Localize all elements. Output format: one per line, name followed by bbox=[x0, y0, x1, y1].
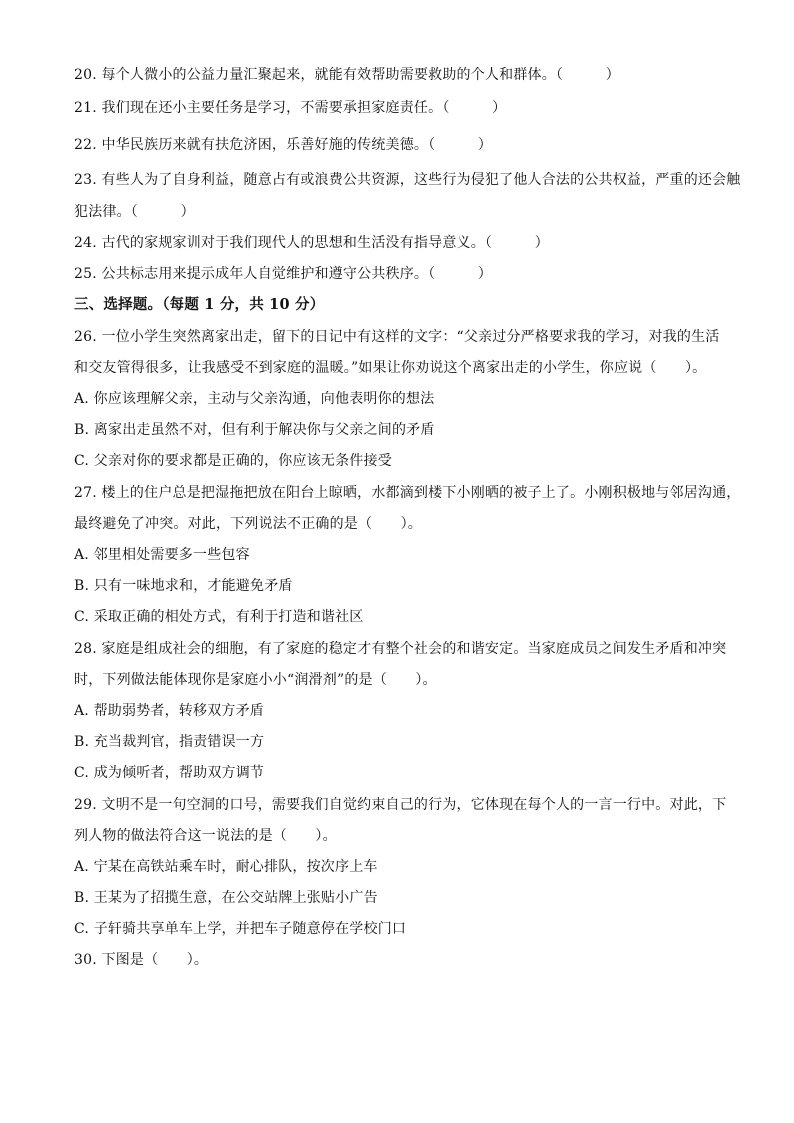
question-23-line-1: 23. 有些人为了自身利益，随意占有或浪费公共资源，这些行为侵犯了他人合法的公共权益，严重的还会触 bbox=[74, 172, 741, 188]
question-27-option-b: B. 只有一味地求和，才能避免矛盾 bbox=[74, 578, 293, 594]
question-26-option-a: A. 你应该理解父亲，主动与父亲沟通，向他表明你的想法 bbox=[74, 391, 435, 407]
question-26-option-b: B. 离家出走虽然不对，但有利于解决你与父亲之间的矛盾 bbox=[74, 422, 435, 438]
question-28-option-a: A. 帮助弱势者，转移双方矛盾 bbox=[74, 703, 265, 719]
section-heading: 三、选择题。（每题 1 分，共 10 分） bbox=[74, 296, 325, 313]
question-28-line-2: 时，下列做法能体现你是家庭小小“润滑剂”的是（ ）。 bbox=[74, 672, 437, 688]
question-26-option-c: C. 父亲对你的要求都是正确的，你应该无条件接受 bbox=[74, 453, 392, 469]
question-28-option-c: C. 成为倾听者，帮助双方调节 bbox=[74, 765, 265, 781]
question-30: 30. 下图是（ ）。 bbox=[74, 952, 209, 968]
question-28-line-1: 28. 家庭是组成社会的细胞，有了家庭的稳定才有整个社会的和谐安定。当家庭成员之间发生矛盾和冲突 bbox=[74, 641, 727, 657]
question-22: 22. 中华民族历来就有扶危济困，乐善好施的传统美德。（ ） bbox=[74, 137, 493, 153]
question-26-line-2: 和交友管得很多，让我感受不到家庭的温暖。”如果让你劝说这个离家出走的小学生，你应说（ ）。 bbox=[74, 360, 707, 376]
question-27-line-1: 27. 楼上的住户总是把湿拖把放在阳台上晾晒，水都滴到楼下小刚晒的被子上了。小刚积极地与邻居沟通， bbox=[74, 485, 741, 501]
question-25: 25. 公共标志用来提示成年人自觉维护和遵守公共秩序。（ ） bbox=[74, 266, 493, 282]
question-23-line-2: 犯法律。（ ） bbox=[74, 204, 195, 220]
question-21: 21. 我们现在还小主要任务是学习，不需要承担家庭责任。（ ） bbox=[74, 100, 507, 116]
question-29-option-c: C. 子轩骑共享单车上学，并把车子随意停在学校门口 bbox=[74, 921, 407, 937]
question-29-option-a: A. 宁某在高铁站乘车时，耐心排队，按次序上车 bbox=[74, 859, 378, 875]
question-26-line-1: 26. 一位小学生突然离家出走，留下的日记中有这样的文字：“父亲过分严格要求我的学习，对我的生活 bbox=[74, 329, 720, 345]
question-27-option-a: A. 邻里相处需要多一些包容 bbox=[74, 547, 250, 563]
question-29-line-1: 29. 文明不是一句空洞的口号，需要我们自觉约束自己的行为，它体现在每个人的一言一行中。对此，下 bbox=[74, 797, 727, 813]
question-28-option-b: B. 充当裁判官，指责错误一方 bbox=[74, 734, 265, 750]
question-24: 24. 古代的家规家训对于我们现代人的思想和生活没有指导意义。（ ） bbox=[74, 235, 549, 251]
question-29-line-2: 列人物的做法符合这一说法的是（ ）。 bbox=[74, 828, 337, 844]
question-20: 20. 每个人微小的公益力量汇聚起来，就能有效帮助需要救助的个人和群体。（ ） bbox=[74, 67, 620, 83]
question-29-option-b: B. 王某为了招揽生意，在公交站牌上张贴小广告 bbox=[74, 890, 378, 906]
question-27-option-c: C. 采取正确的相处方式，有利于打造和谐社区 bbox=[74, 609, 364, 625]
question-27-line-2: 最终避免了冲突。对此，下列说法不正确的是（ ）。 bbox=[74, 516, 422, 532]
